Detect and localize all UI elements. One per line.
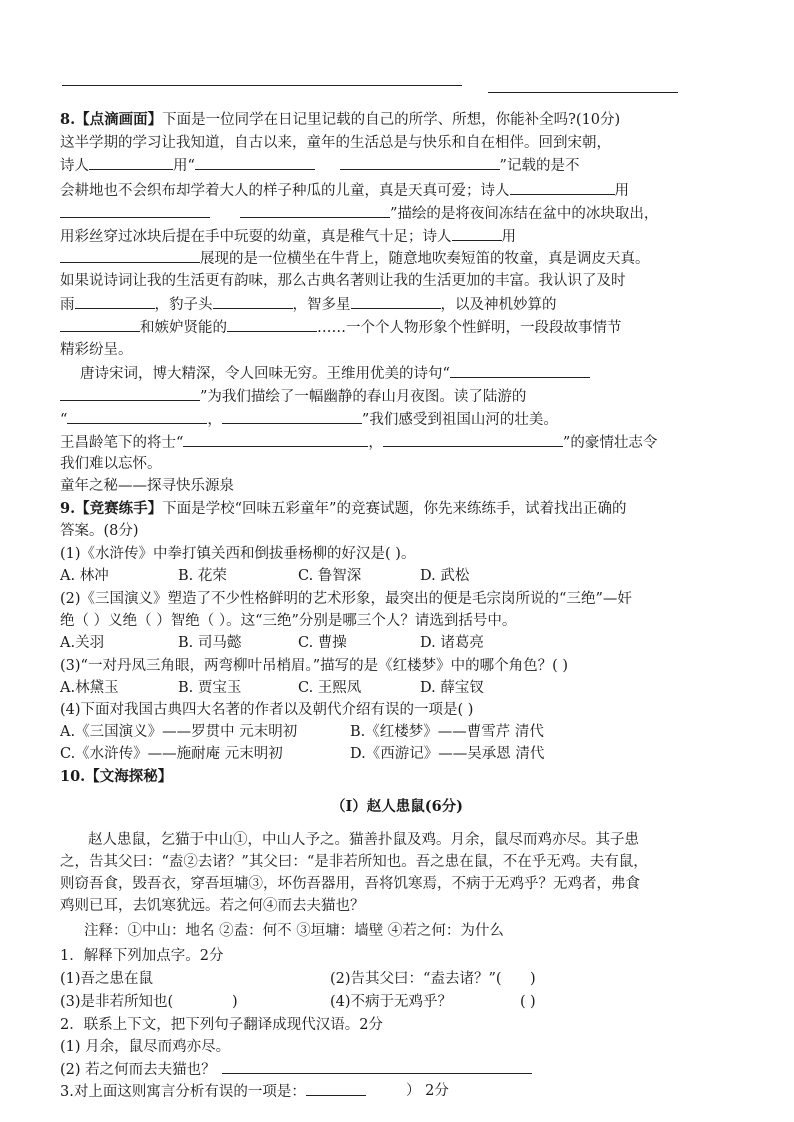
passage-notes: 注释：①中山：地名 ②盍：何不 ③垣墉：墙壁 ④若之何：为什么: [84, 923, 504, 939]
passage-line-3: 则窃吾食，毁吾衣，穿吾垣墉③，坏伤吾器用，吾将饥寒焉，不病于无鸡乎？无鸡者，弗食: [60, 876, 640, 892]
q8-line-3: 诗人 用“ ”记载的是不: [60, 155, 750, 176]
q8-line-13: “ ， ”我们感受到祖国山河的壮美。: [60, 409, 750, 430]
q10-sub2-a: (1) 月余，鼠尽而鸡亦尽。: [60, 1039, 231, 1055]
q8-line-15: 我们难以忘怀。: [60, 456, 162, 472]
q8-line-4: 会耕地也不会织布却学着大人的样子种瓜的儿童，真是天真可爱；诗人 用: [60, 180, 750, 201]
q8-line-5: ”描绘的是将夜间冻结在盆中的冰块取出，: [60, 203, 750, 224]
q10-title: 10.【文海探秘】: [60, 768, 173, 785]
q8-line-6: 展现的是一位横坐在牛背上，随意地吹奏短笛的牧童，真是调皮天真。: [60, 248, 750, 269]
q9-sub1: (1)《水浒传》中拳打镇关西和倒拔垂杨柳的好汉是( )。: [60, 546, 416, 562]
q10-sub3: 3.对上面这则寓言分析有误的一项是： ） 2分: [60, 1083, 449, 1100]
q8-line-9: 和嫉妒贤能的 ……一个个人物形象个性鲜明，一段段故事情节: [60, 317, 750, 338]
passage-line-4: 鸡则已耳，去饥寒犹远。若之何④而去夫猫也？: [60, 898, 365, 914]
q8-line-8: 雨 ，豹子头 ，智多星 ，以及神机妙算的: [60, 294, 750, 315]
answer-line: [62, 85, 462, 86]
q10-sub2-b: (2) 若之何而去夫猫也？: [60, 1059, 750, 1080]
q10-sub2: 2．联系上下文，把下列句子翻译成现代汉语。2分: [60, 1017, 383, 1033]
q9-title: 9.【竞赛练手】: [60, 500, 163, 517]
q8-line-14: 王昌龄笔下的将士“ ， ”的豪情壮志令: [60, 432, 750, 453]
q9-sub4: (4)下面对我国古典四大名著的作者以及朝代介绍有误的一项是( ): [60, 702, 474, 718]
q9-line-2: 答案。(8分): [60, 523, 139, 539]
q8-line-1: 8.【点滴画面】下面是一位同学在日记里记载的自己的所学、所想，你能补全吗?(10分): [60, 111, 621, 128]
q9-sub2-b: 绝（ ）义绝（ ）智绝（ ）。这“三绝”分别是哪三个人？请选到括号中。: [60, 613, 517, 629]
passage-title: （Ⅰ）赵人患鼠(6分): [330, 798, 464, 815]
q9-sub3: (3)“一对丹凤三角眼，两弯柳叶吊梢眉。”描写的是《红楼梦》中的哪个角色？( ): [60, 658, 569, 674]
q8-line-2: 这半学期的学习让我知道，自古以来，童年的生活总是与快乐和自在相伴。回到宋朝，: [60, 135, 611, 151]
answer-line: [488, 92, 678, 93]
passage-line-2: 之，告其父曰：“盍②去诸？”其父曰：“是非若所知也。吾之患在鼠，不在乎无鸡。夫有鼠，: [60, 854, 648, 870]
q8-line-12: ”为我们描绘了一幅幽静的春山月夜图。读了陆游的: [60, 386, 750, 407]
q10-sub1: 1．解释下列加点字。2分: [60, 948, 224, 964]
q8-line-10: 精彩纷呈。: [60, 342, 133, 358]
q8-line-7: 如果说诗词让我的生活更有韵味，那么古典名著则让我的生活更加的丰富。我认识了及时: [60, 273, 626, 289]
q8-line-5b: 用彩丝穿过冰块后提在手中玩耍的幼童，真是稚气十足；诗人 用: [60, 226, 750, 247]
q8-line-11: 唐诗宋词，博大精深，令人回味无穷。王维用优美的诗句“: [60, 363, 770, 384]
passage-line-1: 赵人患鼠，乞猫于中山①，中山人予之。猫善扑鼠及鸡。月余，鼠尽而鸡亦尽。其子患: [88, 832, 639, 848]
q8-title: 8.【点滴画面】: [60, 111, 163, 128]
exam-page: 8.【点滴画面】下面是一位同学在日记里记载的自己的所学、所想，你能补全吗?(10分) 这半学期的学习让我知道，自古以来，童年的生活总是与快乐和自在相伴。回到宋朝， 诗人 用“ ”记载的是不 会耕地也不会织布却学着大人的样子种瓜的儿童，真是天真可爱；诗人 用 ”描绘的是将夜间冻结在盆中的冰块取出， 用彩丝穿过冰块后提在手中玩耍的幼童，真是稚气十足；诗人 用 展现的是一位横坐在牛背上，随意地吹奏短笛的牧童，真是调皮天真。 如果说诗词让我的生活更有韵味，那么古典名著则让我的生活更加的丰富。我认识了及时 雨 ，豹子头 ，智多星 ，以及神机妙算的 和嫉妒贤能的 ……一个个人物形象个性鲜明，一段段故事情节 精彩纷呈。 唐诗宋词，博大精深，令人回味无穷。王维用优美的诗句“ ”为我们描绘了一幅幽静的春山月夜图。读了陆游的 “ ， ”我们感受到祖国山河的壮美。 王昌龄笔下的将士“ ， ”的豪情壮志令 我们难以忘怀。 童年之秘——探寻快乐源泉 9.【竞赛练手】下面是学校“回味五彩童年”的竞赛试题，你先来练练手，试着找出正确的 答案。(8分) (1)《水浒传》中拳打镇关西和倒拔垂杨柳的好汉是( )。 A. 林冲 B. 花荣 C. 鲁智深 D. 武松 (2)《三国演义》塑造了不少性格鲜明的艺术形象，最突出的便是毛宗岗所说的“三绝”—奸 绝（ ）义绝（ ）智绝（ ）。这“三绝”分别是哪三个人？请选到括号中。 A.关羽 B. 司马懿 C. 曹操 D. 诸葛亮 (3)“一对丹凤三角眼，两弯柳叶吊梢眉。”描写的是《红楼梦》中的哪个角色？( ) A.林黛玉 B. 贾宝玉 C. 王熙凤 D. 薛宝钗 (4)下面对我国古典四大名著的作者以及朝代介绍有误的一项是( ) A.《三国演义》——罗贯中 元末明初 B.《红楼梦》——曹雪芹 清代 C.《水浒传》——施耐庵 元末明初 D.《西游记》——吴承恩 清代 10.【文海探秘】 （Ⅰ）赵人患鼠(6分) 赵人患鼠，乞猫于中山①，中山人予之。猫善扑鼠及鸡。月余，鼠尽而鸡亦尽。其子患 之，告其父曰：“盍②去诸？”其父曰：“是非若所知也。吾之患在鼠，不在乎无鸡。夫有鼠， 则窃吾食，毁吾衣，穿吾垣墉③，坏伤吾器用，吾将饥寒焉，不病于无鸡乎？无鸡者，弗食 鸡则已耳，去饥寒犹远。若之何④而去夫猫也？ 注释：①中山：地名 ②盍：何不 ③垣墉：墙壁 ④若之何：为什么 1．解释下列加点字。2分 (1)吾之患在鼠 (2)告其父曰：“盍去诸？”( ) (3)是非若所知也( ) (4)不病于无鸡乎？ ( ) 2．联系上下文，把下列句子翻译成现代汉语。2分 (1) 月余，鼠尽而鸡亦尽。 (2) 若之何而去夫猫也？ 3.对上面这则寓言分析有误的一项是： ） 2分: [0, 0, 794, 1122]
section-heading: 童年之秘——探寻快乐源泉: [60, 478, 234, 494]
q9-sub2-a: (2)《三国演义》塑造了不少性格鲜明的艺术形象，最突出的便是毛宗岗所说的“三绝”—奸: [60, 591, 632, 607]
q9-line-1: 9.【竞赛练手】下面是学校“回味五彩童年”的竞赛试题，你先来练练手，试着找出正确的: [60, 500, 627, 517]
